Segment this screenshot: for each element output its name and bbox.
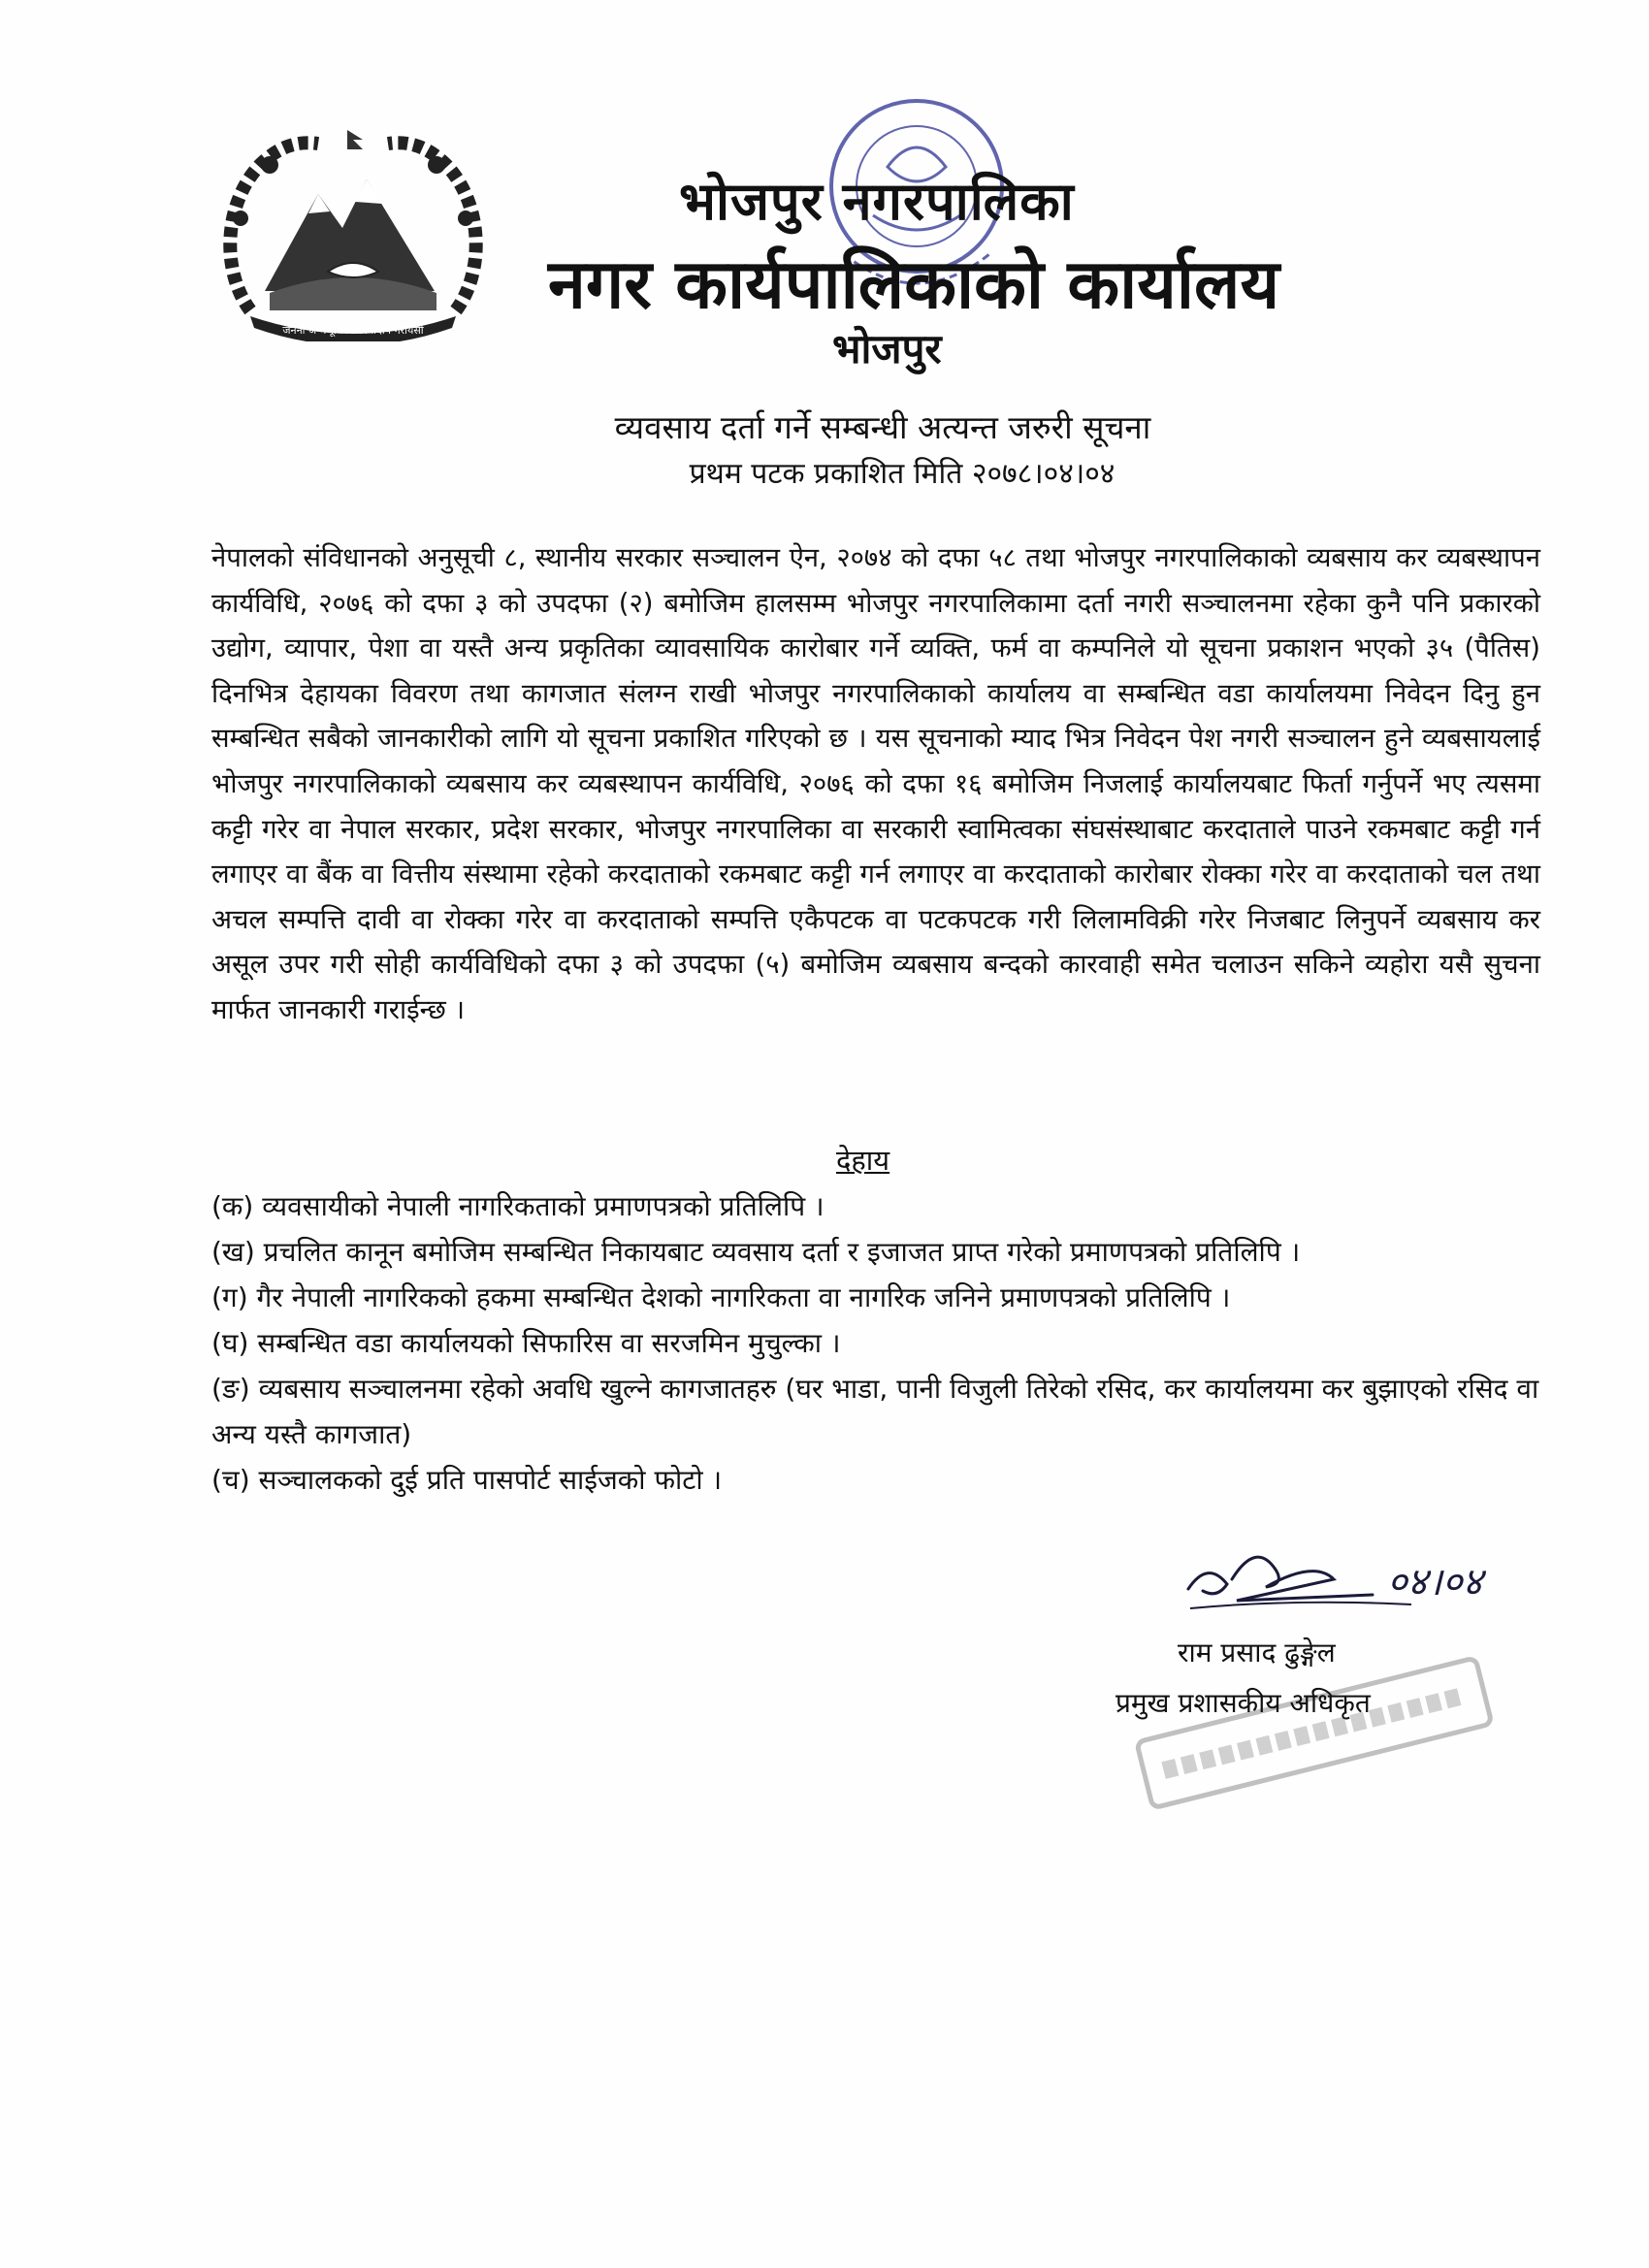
municipality-name: भोजपुर नगरपालिका: [679, 171, 1075, 232]
publish-date: प्रथम पटक प्रकाशित मिति २०७८।०४।०४: [689, 457, 1116, 491]
list-item: (ख) प्रचलित कानून बमोजिम सम्बन्धित निकायबाट व्यवसाय दर्ता र इजाजत प्राप्त गरेको प्रमाणपत्रको प्रतिलिपि ।: [211, 1236, 1301, 1268]
notice-subject: व्यवसाय दर्ता गर्ने सम्बन्धी अत्यन्त जरुरी सूचना: [614, 408, 1151, 446]
office-name: नगर कार्यपालिकाको कार्यालय: [548, 244, 1280, 324]
signatory-name: राम प्रसाद ढुङ्गेल: [1178, 1636, 1336, 1669]
notice-body: नेपालको संविधानको अनुसूची ८, स्थानीय सरकार सञ्चालन ऐन, २०७४ को दफा ५८ तथा भोजपुर नगरपालिकाको व्यबसाय कर व्यबस्थापन कार्यविधि, २०७६ को दफा ३ को उपदफा (२) बमोजिम हालसम्म भोजपुर नगरपालिकामा दर्ता नगरी सञ्चालनमा रहेका कुनै पनि प्रकारको उद्योग, व्यापार, पेशा वा यस्तै अन्य प्रकृतिका व्यावसायिक कारोबार गर्ने व्यक्ति, फर्म वा कम्पनिले यो सूचना प्रकाशन भएको ३५ (पैतिस) दिनभित्र देहायका विवरण तथा कागजात संलग्न राखी भोजपुर नगरपालिकाको कार्यालय वा सम्बन्धित वडा कार्यालयमा निवेदन दिनु हुन सम्बन्धित सबैको जानकारीको लागि यो सूचना प्रकाशित गरिएको छ । यस सूचनाको म्याद भित्र निवेदन पेश नगरी सञ्चालन हुने व्यबसायलाई भोजपुर नगरपालिकाको व्यबसाय कर व्यबस्थापन कार्यविधि, २०७६ को दफा १६ बमोजिम निजलाई कार्यालयबाट फिर्ता गर्नुपर्ने भए त्यसमा कट्टी गरेर वा नेपाल सरकार, प्रदेश सरकार, भोजपुर नगरपालिका वा सरकारी स्वामित्वका संघसंस्थाबाट करदाताले पाउने रकमबाट कट्टी गर्न लगाएर वा बैंक वा वित्तीय संस्थामा रहेको करदाताको रकमबाट कट्टी गर्न लगाएर वा करदाताको कारोबार रोक्का गरेर वा करदाताको चल तथा अचल सम्पत्ति दावी वा रोक्का गरेर वा करदाताको सम्पत्ति एकैपटक वा पटकपटक गरी लिलामविक्री गरेर निजबाट लिनुपर्ने व्यबसाय कर असूल उपर गरी सोही कार्यविधिको दफा ३ को उपदफा (५) बमोजिम व्यबसाय बन्दको कारवाही समेत चलाउन सकिने व्यहोरा यसै सुचना मार्फत जानकारी गराईन्छ ।: [211, 542, 1540, 1025]
nepal-emblem-icon: [211, 126, 495, 341]
list-item: (ग) गैर नेपाली नागरिकको हकमा सम्बन्धित देशको नागरिकता वा नागरिक जनिने प्रमाणपत्रको प्रतिलिपि ।: [211, 1281, 1231, 1313]
requirements-list: [211, 1183, 1550, 1503]
list-item: (च) सञ्चालकको दुई प्रति पासपोर्ट साईजको फोटो ।: [211, 1464, 723, 1496]
requirements-heading: देहाय: [836, 1144, 890, 1177]
svg-text:०४।०४: ०४।०४: [1387, 1560, 1483, 1604]
emblem-motto: जननी जन्मभूमिश्च स्वर्गादपि गरीयसी: [282, 324, 424, 337]
signatory-title: प्रमुख प्रशासकीय अधिकृत: [1116, 1687, 1371, 1719]
list-item: (घ) सम्बन्धित वडा कार्यालयको सिफारिस वा सरजमिन मुचुल्का ।: [211, 1327, 841, 1359]
office-location: भोजपुर: [832, 325, 942, 373]
list-item: (क) व्यवसायीको नेपाली नागरिकताको प्रमाणपत्रको प्रतिलिपि ।: [211, 1190, 824, 1222]
list-item: (ङ) व्यबसाय सञ्चालनमा रहेको अवधि खुल्ने कागजातहरु (घर भाडा, पानी विजुली तिरेको रसिद, कर कार्यालयमा कर बुझाएको रसिद वा अन्य यस्तै कागजात): [211, 1373, 1539, 1450]
